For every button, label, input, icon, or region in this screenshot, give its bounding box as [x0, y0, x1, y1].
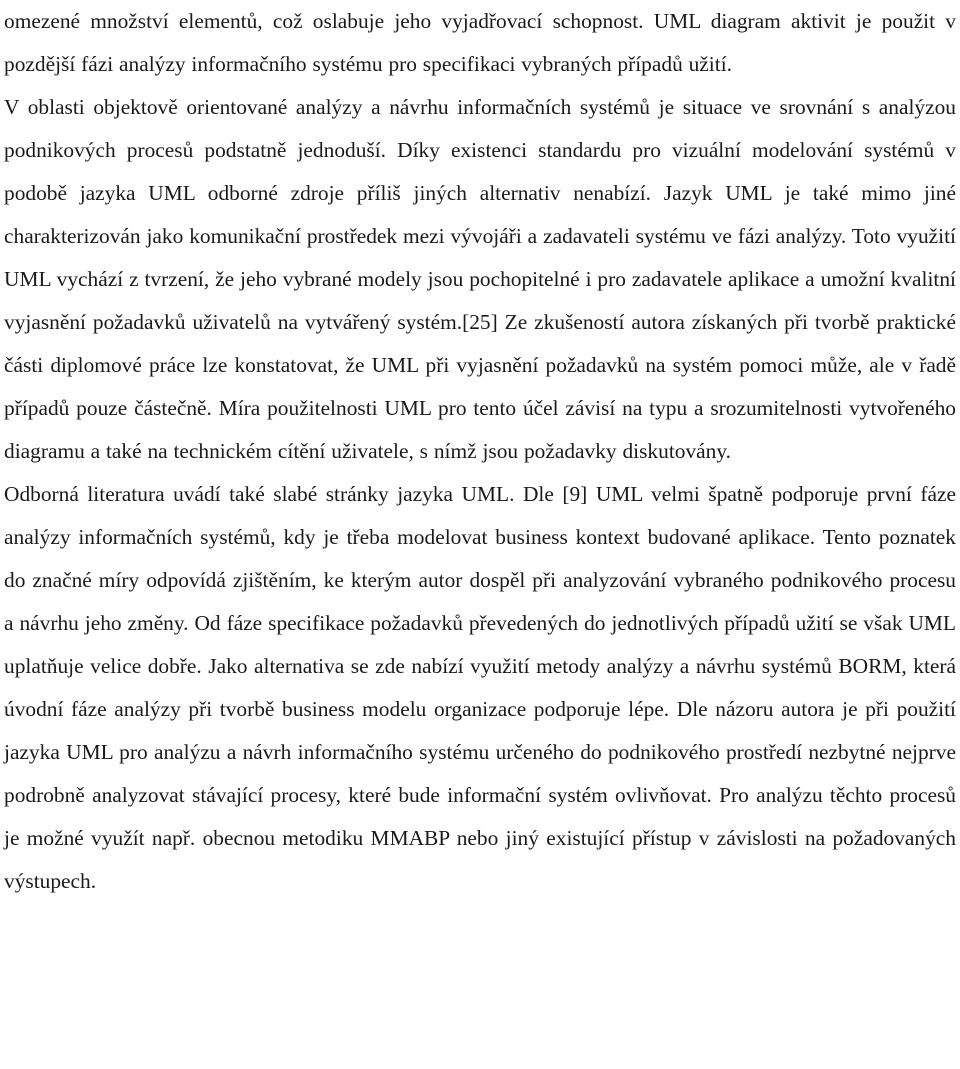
paragraph-uml-weaknesses: Odborná literatura uvádí také slabé stránky jazyka UML. Dle [9] UML velmi špatně podporuje první fáze analýzy informačních systémů, kdy je třeba modelovat business kontext budované aplikace. Tento poznatek do značné míry odpovídá zjištěním, ke kterým autor dospěl při analyzování vybraného podnikového procesu a návrhu jeho změny. Od fáze specifikace požadavků převedených do jednotlivých případů užití se však UML uplatňuje velice dobře. Jako alternativa se zde nabízí využití metody analýzy a návrhu systémů BORM, která úvodní fáze analýzy při tvorbě business modelu organizace podporuje lépe. Dle názoru autora je při použití jazyka UML pro analýzu a návrh informačního systému určeného do podnikového prostředí nezbytné nejprve podrobně analyzovat stávající procesy, které bude informační systém ovlivňovat. Pro analýzu těchto procesů je možné využít např. obecnou metodiku MMABP nebo jiný existující přístup v závislosti na požadovaných výstupech. — [4, 482, 956, 893]
paragraph-uml-activity-diagram: omezené množství elementů, což oslabuje jeho vyjadřovací schopnost. UML diagram aktivit je použit v pozdější fázi analýzy informačního systému pro specifikaci vybraných případů užití. — [4, 9, 956, 76]
paragraph-object-oriented-analysis: V oblasti objektově orientované analýzy a návrhu informačních systémů je situace ve srovnání s analýzou podnikových procesů podstatně jednoduší. Díky existenci standardu pro vizuální modelování systémů v podobě jazyka UML odborné zdroje příliš jiných alternativ nenabízí. Jazyk UML je také mimo jiné charakterizován jako komunikační prostředek mezi vývojáři a zadavateli systému ve fázi analýzy. Toto využití UML vychází z tvrzení, že jeho vybrané modely jsou pochopitelné i pro zadavatele aplikace a umožní kvalitní vyjasnění požadavků uživatelů na vytvářený systém.[25] Ze zkušeností autora získaných při tvorbě praktické části diplomové práce lze konstatovat, že UML při vyjasnění požadavků na systém pomoci může, ale v řadě případů pouze částečně. Míra použitelnosti UML pro tento účel závisí na typu a srozumitelnosti vytvořeného diagramu a také na technickém cítění uživatele, s nímž jsou požadavky diskutovány. — [4, 95, 956, 463]
